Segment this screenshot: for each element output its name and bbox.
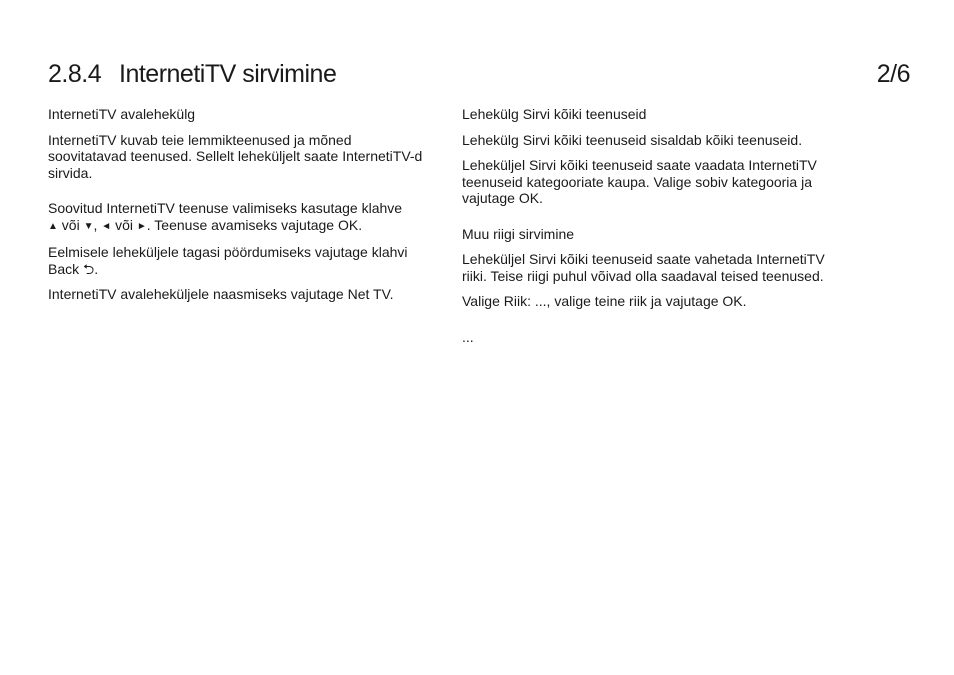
arrow-up-icon: ▲ (48, 220, 58, 232)
comma: , (93, 216, 102, 233)
section-number: 2.8.4 (48, 60, 102, 88)
left-paragraph-4: InternetiTV avaleheküljele naasmiseks vajutage Net TV. (48, 286, 394, 302)
right-paragraph-2: Leheküljel Sirvi kõiki teenuseid saate vaadata InternetiTV teenuseid kategooriate kaupa. Valige sobiv kategooria ja vajutage OK. (462, 157, 817, 206)
para2-start: Soovitud InternetiTV teenuse valimiseks kasutage klahve (48, 200, 403, 216)
right-column (462, 106, 847, 354)
right-paragraph-3: Leheküljel Sirvi kõiki teenuseid saate vahetada InternetiTV riiki. Teise riigi puhul võivad olla saadaval teised teenused. (462, 251, 825, 284)
left-column (48, 106, 433, 312)
arrow-down-icon: ▼ (83, 220, 94, 232)
arrow-right-icon: ► (136, 220, 147, 232)
right-paragraph-1: Lehekülg Sirvi kõiki teenuseid sisaldab kõiki teenuseid. (462, 131, 803, 148)
right-heading-1: Lehekülg Sirvi kõiki teenuseid (462, 106, 647, 122)
right-heading-2: Muu riigi sirvimine (462, 225, 575, 242)
page-header (48, 60, 910, 94)
para3-end: . (94, 260, 99, 277)
left-paragraph-1: InternetiTV kuvab teie lemmikteenused ja mõned soovitatavad teenused. Sellelt leheküljelt saate InternetiTV-d sirvida. (48, 131, 423, 181)
left-paragraph-2 (48, 200, 433, 235)
ellipsis: ... (462, 328, 474, 345)
or-word: või (57, 216, 84, 233)
right-paragraph-4: Valige Riik: ..., valige teine riik ja vajutage OK. (462, 293, 747, 309)
para3-start: Eelmisele leheküljele tagasi pöördumiseks vajutage klahvi Back (48, 244, 408, 277)
left-heading: InternetiTV avalehekülg (48, 106, 196, 122)
left-paragraph-3 (48, 244, 433, 277)
section-title: InternetiTV sirvimine (119, 60, 337, 88)
arrow-left-icon: ◄ (101, 220, 112, 232)
back-icon: ⮌ (83, 260, 95, 277)
or-word: või (111, 216, 137, 233)
para2-end: . Teenuse avamiseks vajutage OK. (146, 216, 363, 233)
page-number: 2/6 (876, 60, 910, 88)
